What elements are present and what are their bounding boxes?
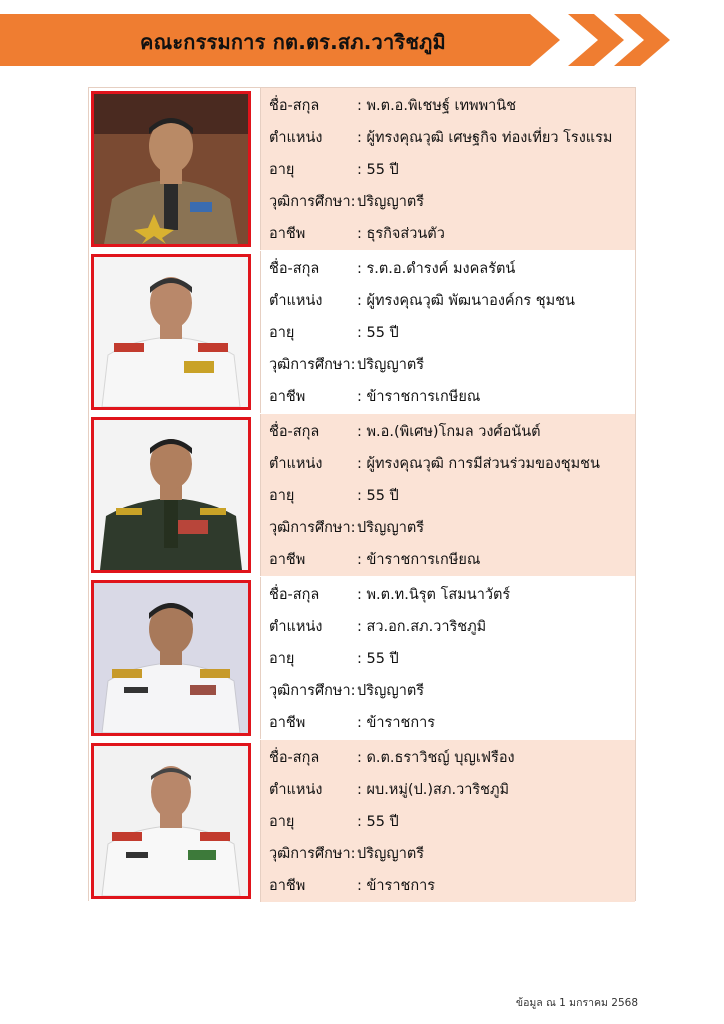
name-label: ชื่อ-สกุล	[269, 98, 320, 114]
member-name: : พ.อ.(พิเศษ)โกมล วงศ์อนันต์	[357, 424, 541, 440]
occupation-label: อาชีพ	[269, 715, 306, 731]
photo-cell	[89, 740, 261, 902]
education-label: วุฒิการศึกษา:	[269, 194, 356, 210]
member-position: : ผบ.หมู่(ป.)สภ.วาริชภูมิ	[357, 782, 510, 798]
member-education: ปริญญาตรี	[357, 683, 425, 699]
occupation-label: อาชีพ	[269, 878, 306, 894]
member-row	[89, 414, 635, 576]
member-photo	[91, 580, 251, 736]
education-label: วุฒิการศึกษา:	[269, 683, 356, 699]
member-photo	[91, 417, 251, 573]
member-education: ปริญญาตรี	[357, 846, 425, 862]
member-age: : 55 ปี	[357, 325, 399, 341]
occupation-label: อาชีพ	[269, 226, 306, 242]
member-occupation: : ข้าราชการเกษียณ	[357, 552, 481, 568]
occupation-label: อาชีพ	[269, 389, 306, 405]
member-row	[89, 740, 635, 902]
member-row	[89, 88, 635, 250]
education-label: วุฒิการศึกษา:	[269, 520, 356, 536]
member-age: : 55 ปี	[357, 162, 399, 178]
name-label: ชื่อ-สกุล	[269, 261, 320, 277]
education-label: วุฒิการศึกษา:	[269, 357, 356, 373]
age-label: อายุ	[269, 814, 295, 830]
position-label: ตำแหน่ง	[269, 456, 323, 472]
committee-table	[88, 87, 636, 901]
member-photo	[91, 254, 251, 410]
member-position: : สว.อก.สภ.วาริชภูมิ	[357, 619, 487, 635]
education-label: วุฒิการศึกษา:	[269, 846, 356, 862]
age-label: อายุ	[269, 651, 295, 667]
member-age: : 55 ปี	[357, 651, 399, 667]
age-label: อายุ	[269, 162, 295, 178]
member-photo	[91, 91, 251, 247]
member-position: : ผู้ทรงคุณวุฒิ พัฒนาองค์กร ชุมชน	[357, 293, 575, 309]
portrait-image	[94, 746, 248, 896]
age-label: อายุ	[269, 325, 295, 341]
position-label: ตำแหน่ง	[269, 619, 323, 635]
member-age: : 55 ปี	[357, 488, 399, 504]
member-name: : พ.ต.ท.นิรุต โสมนาวัตร์	[357, 587, 511, 603]
member-name: : ร.ต.อ.ดำรงค์ มงคลรัตน์	[357, 261, 516, 277]
photo-cell	[89, 88, 261, 250]
member-photo	[91, 743, 251, 899]
member-name: : ด.ต.ธราวิชญ์ บุญเฟรือง	[357, 750, 515, 766]
member-occupation: : ข้าราชการ	[357, 878, 436, 894]
portrait-image	[94, 257, 248, 407]
header-banner	[0, 14, 724, 66]
position-label: ตำแหน่ง	[269, 130, 323, 146]
member-position: : ผู้ทรงคุณวุฒิ เศษฐกิจ ท่องเที่ยว โรงแรม	[357, 130, 613, 146]
name-label: ชื่อ-สกุล	[269, 424, 320, 440]
member-row	[89, 577, 635, 739]
member-education: ปริญญาตรี	[357, 520, 425, 536]
member-info	[261, 577, 635, 739]
member-occupation: : ข้าราชการเกษียณ	[357, 389, 481, 405]
member-education: ปริญญาตรี	[357, 357, 425, 373]
chevron-right-icon	[568, 14, 624, 66]
member-info	[261, 251, 635, 413]
name-label: ชื่อ-สกุล	[269, 750, 320, 766]
photo-cell	[89, 414, 261, 576]
portrait-image	[94, 583, 248, 733]
occupation-label: อาชีพ	[269, 552, 306, 568]
member-occupation: : ธุรกิจส่วนตัว	[357, 226, 445, 242]
member-education: ปริญญาตรี	[357, 194, 425, 210]
page-title: คณะกรรมการ กต.ตร.สภ.วาริชภูมิ	[140, 30, 446, 54]
member-occupation: : ข้าราชการ	[357, 715, 436, 731]
member-position: : ผู้ทรงคุณวุฒิ การมีส่วนร่วมของชุมชน	[357, 456, 600, 472]
member-info	[261, 414, 635, 576]
member-age: : 55 ปี	[357, 814, 399, 830]
member-name: : พ.ต.อ.พิเชษฐ์ เทพพานิช	[357, 98, 517, 114]
age-label: อายุ	[269, 488, 295, 504]
portrait-image	[94, 420, 248, 570]
data-as-of-note: ข้อมูล ณ 1 มกราคม 2568	[515, 997, 638, 1009]
position-label: ตำแหน่ง	[269, 293, 323, 309]
member-info	[261, 88, 635, 250]
photo-cell	[89, 577, 261, 739]
member-info	[261, 740, 635, 902]
photo-cell	[89, 251, 261, 413]
member-row	[89, 251, 635, 413]
name-label: ชื่อ-สกุล	[269, 587, 320, 603]
position-label: ตำแหน่ง	[269, 782, 323, 798]
portrait-image	[94, 94, 248, 244]
